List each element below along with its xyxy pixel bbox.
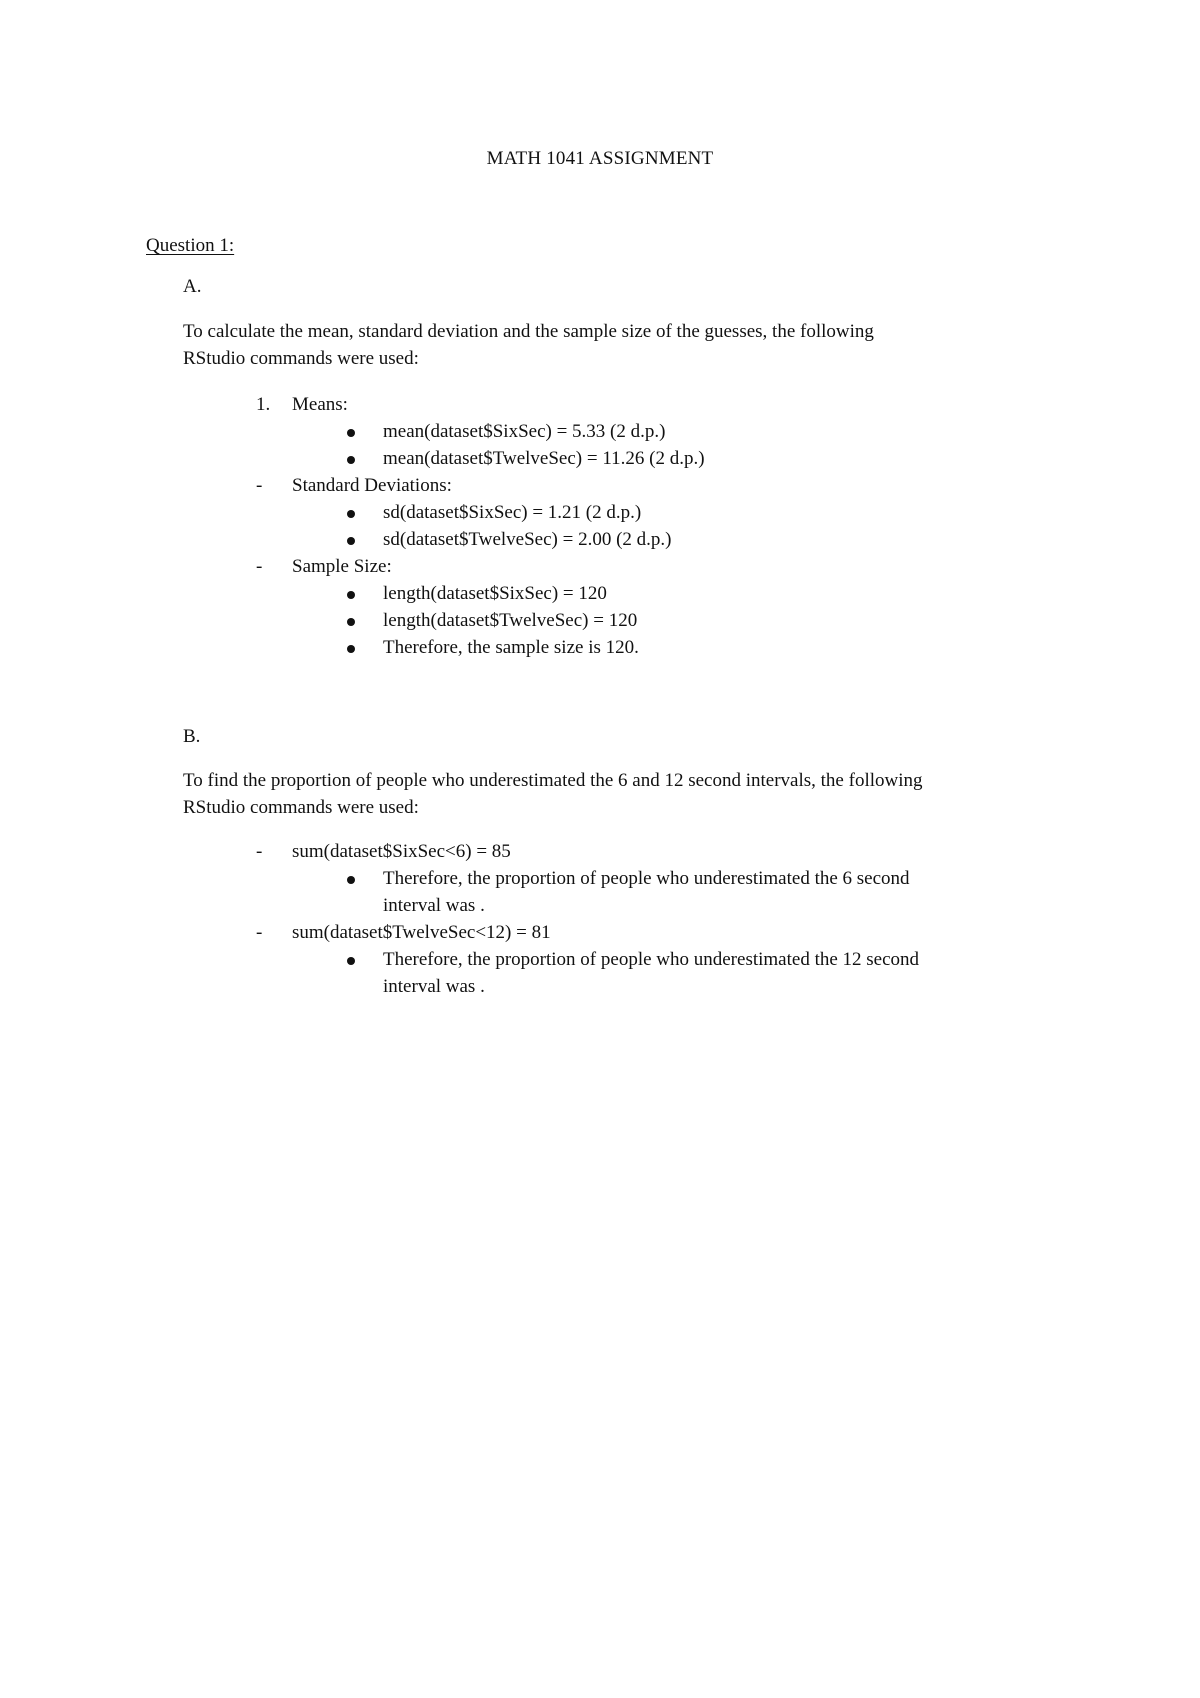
bullet-icon [347, 876, 355, 884]
section-b-intro-line2: RStudio commands were used: [183, 797, 419, 818]
mean-twelve-sec: mean(dataset$TwelveSec) = 11.26 (2 d.p.) [383, 448, 705, 469]
bullet-icon [347, 429, 355, 437]
sum-six-sec: sum(dataset$SixSec<6) = 85 [292, 841, 511, 862]
sd-label: Standard Deviations: [292, 475, 452, 496]
means-label: Means: [292, 394, 348, 415]
section-b-letter: B. [183, 726, 201, 747]
question-heading: Question 1: [146, 235, 235, 256]
list-marker-1: 1. [256, 394, 271, 415]
section-b-intro-line1: To find the proportion of people who underestimated the 6 and 12 second intervals, the following [183, 770, 923, 791]
document-title: MATH 1041 ASSIGNMENT [486, 148, 714, 169]
mean-six-sec: mean(dataset$SixSec) = 5.33 (2 d.p.) [383, 421, 666, 442]
bullet-icon [347, 618, 355, 626]
section-a-letter: A. [183, 276, 202, 297]
list-marker-dash: - [256, 922, 263, 943]
section-a-intro-line1: To calculate the mean, standard deviation and the sample size of the guesses, the following [183, 321, 874, 342]
sd-twelve-sec: sd(dataset$TwelveSec) = 2.00 (2 d.p.) [383, 529, 672, 550]
list-marker-dash: - [256, 841, 263, 862]
bullet-icon [347, 645, 355, 653]
sample-size-label: Sample Size: [292, 556, 392, 577]
list-marker-dash: - [256, 475, 263, 496]
twelve-sec-proportion-line2: interval was . [383, 976, 485, 997]
six-sec-proportion-line2: interval was . [383, 895, 485, 916]
bullet-icon [347, 957, 355, 965]
six-sec-proportion-line1: Therefore, the proportion of people who underestimated the 6 second [383, 868, 910, 889]
length-twelve-sec: length(dataset$TwelveSec) = 120 [383, 610, 638, 631]
twelve-sec-proportion-line1: Therefore, the proportion of people who underestimated the 12 second [383, 949, 920, 970]
section-a-intro-line2: RStudio commands were used: [183, 348, 419, 369]
sum-twelve-sec: sum(dataset$TwelveSec<12) = 81 [292, 922, 551, 943]
bullet-icon [347, 591, 355, 599]
sd-six-sec: sd(dataset$SixSec) = 1.21 (2 d.p.) [383, 502, 642, 523]
sample-size-conclusion: Therefore, the sample size is 120. [383, 637, 639, 658]
bullet-icon [347, 510, 355, 518]
bullet-icon [347, 456, 355, 464]
length-six-sec: length(dataset$SixSec) = 120 [383, 583, 607, 604]
bullet-icon [347, 537, 355, 545]
list-marker-dash: - [256, 556, 263, 577]
